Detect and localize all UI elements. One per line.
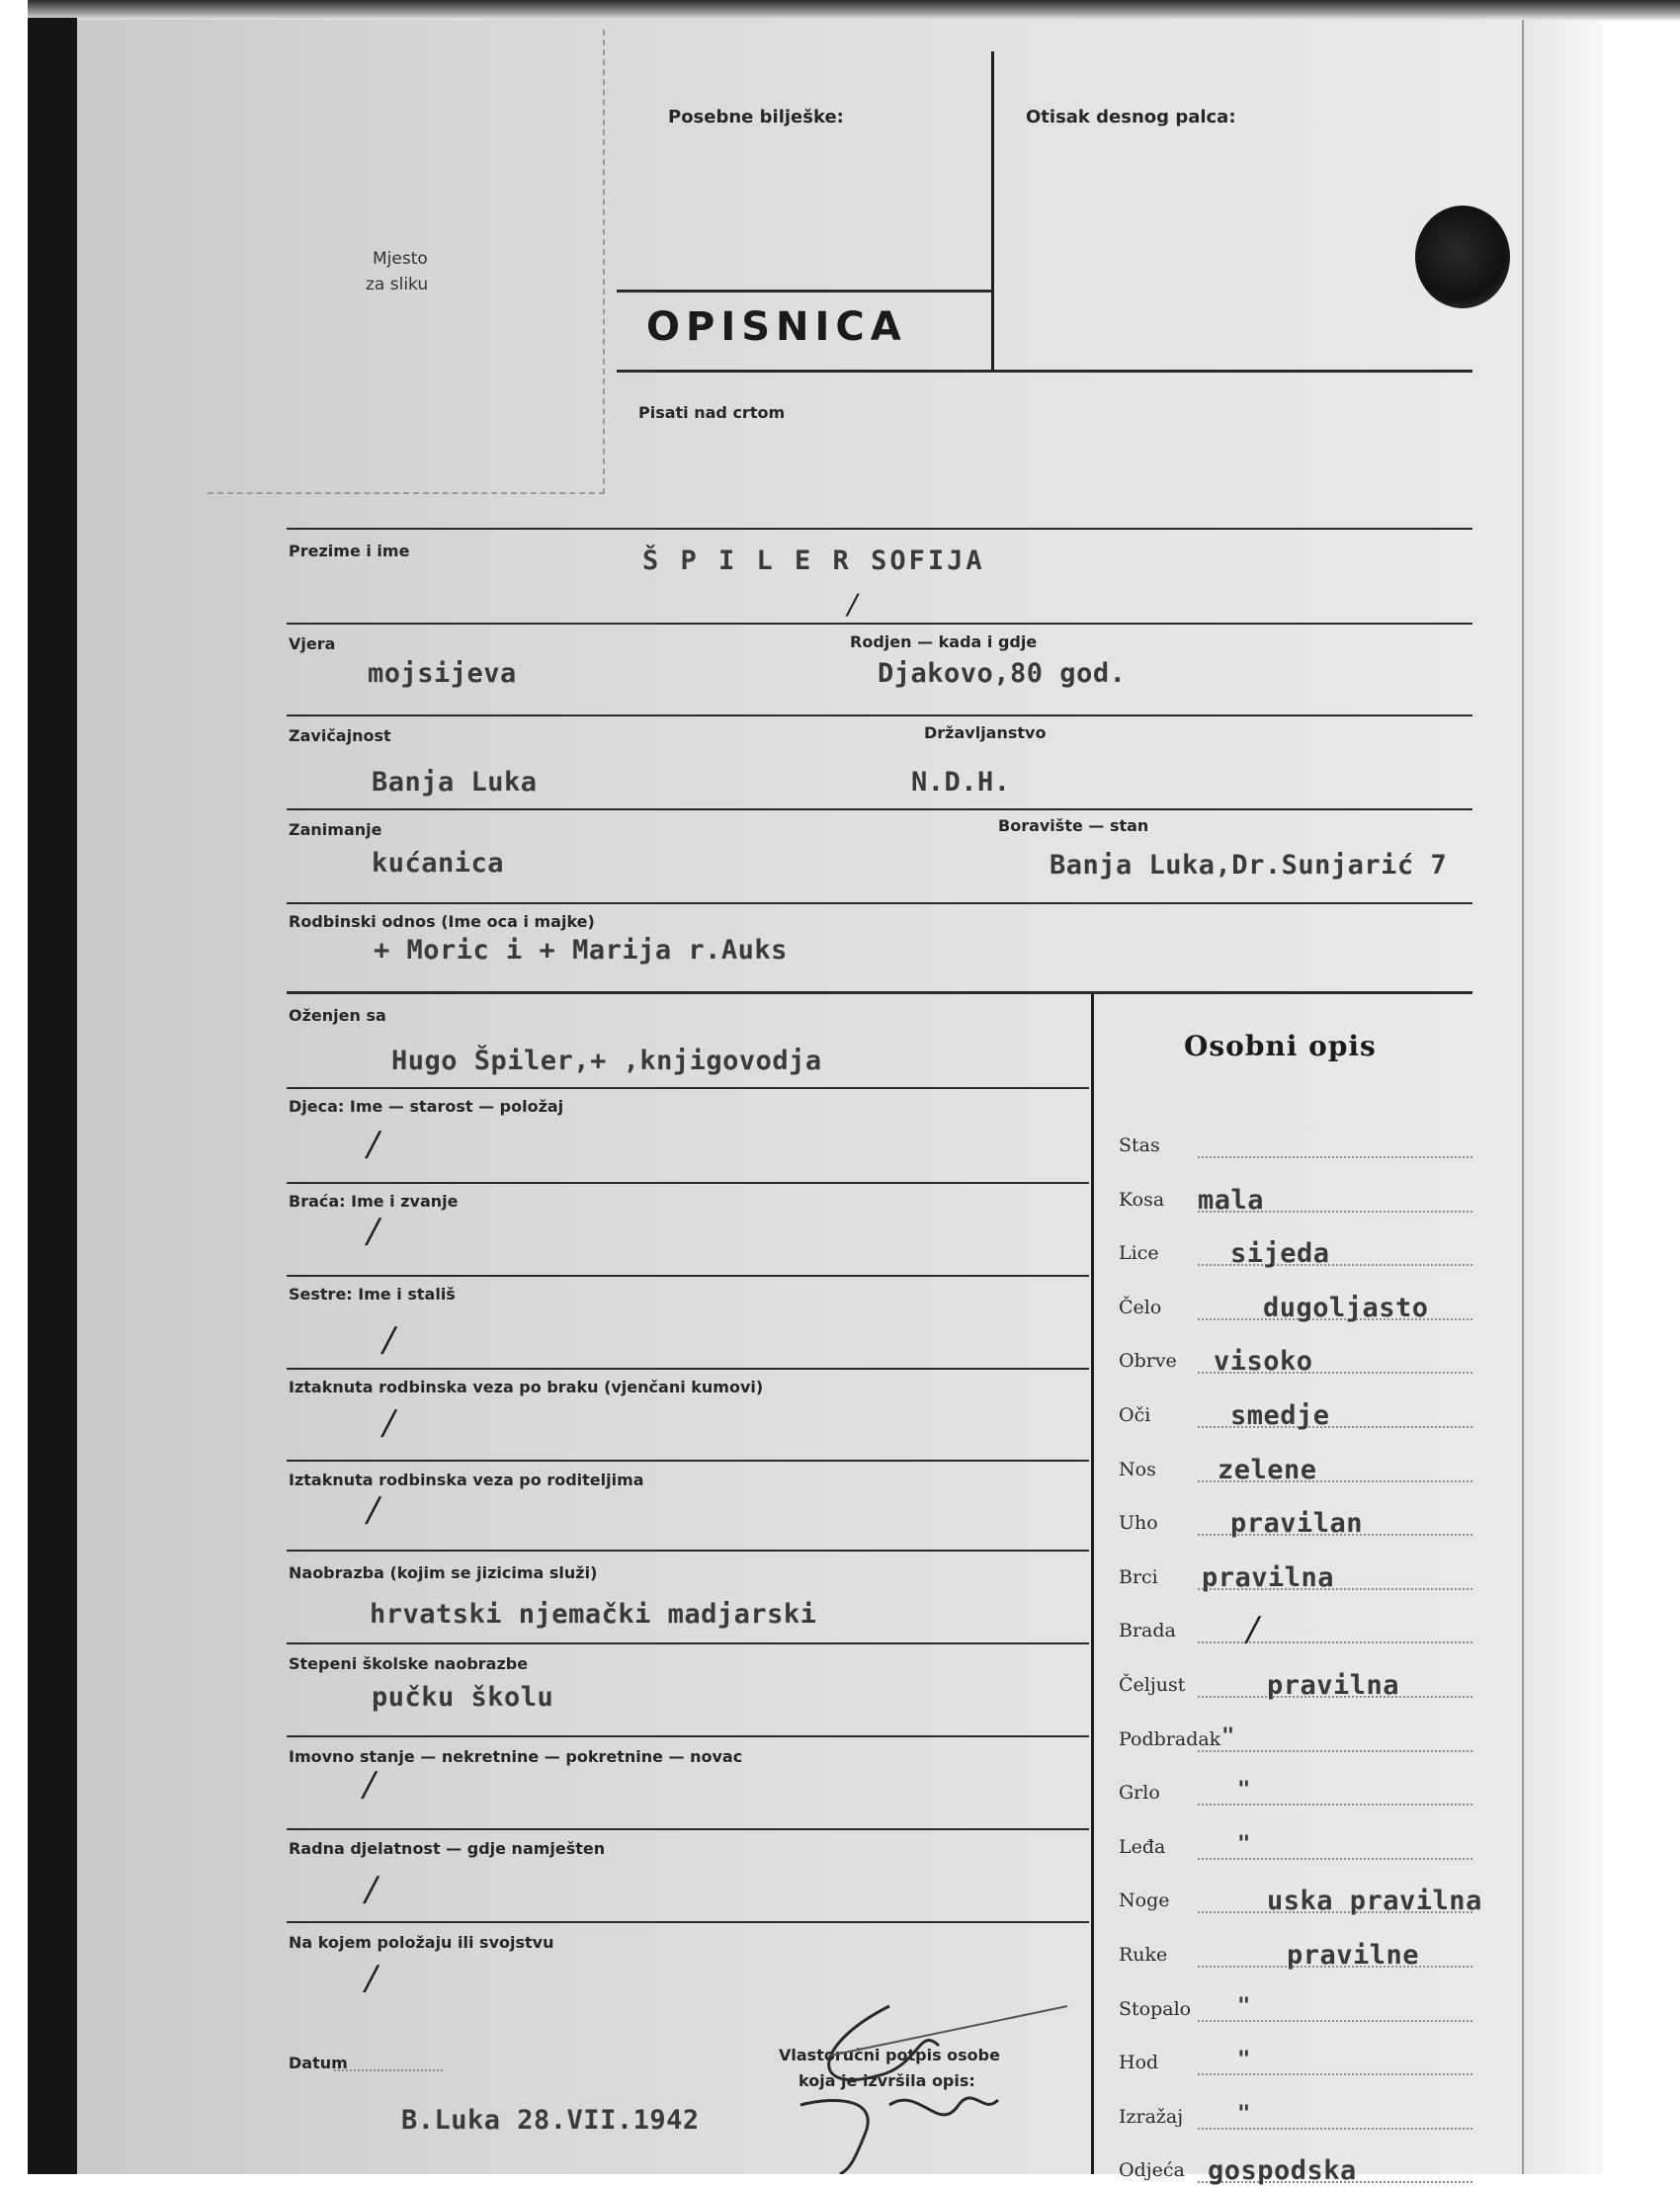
description-value: / <box>1242 1610 1263 1649</box>
surname-value: Š P I L E R SOFIJA <box>642 546 985 576</box>
born-label: Rodjen — kada i gdje <box>850 632 1038 651</box>
paper-edge <box>1522 20 1603 2174</box>
description-value: gospodska <box>1208 2155 1357 2186</box>
relation-marriage-label: Iztaknuta rodbinska veza po braku (vjenčani kumovi) <box>289 1378 764 1396</box>
sisters-value: / <box>378 1320 399 1360</box>
line-11 <box>287 1550 1089 1552</box>
thumbprint-icon <box>1415 206 1510 308</box>
signature-scribble-icon <box>771 1986 1087 2174</box>
description-value: " <box>1237 1994 1251 2019</box>
date-dots <box>334 2069 443 2071</box>
description-label: Grlo <box>1119 1782 1160 1804</box>
description-value: pravilan <box>1230 1508 1364 1539</box>
line-8 <box>287 1275 1089 1277</box>
description-line <box>1198 2128 1472 2130</box>
religion-value: mojsijeva <box>368 658 517 689</box>
parents-value: + Moric i + Marija r.Auks <box>374 935 788 966</box>
work-value: / <box>361 1870 381 1909</box>
description-label: Izražaj <box>1119 2106 1184 2128</box>
line-7 <box>287 1182 1089 1184</box>
date-label: Datum <box>289 2054 348 2072</box>
work-label: Radna djelatnost — gdje namješten <box>289 1839 606 1858</box>
description-label: Obrve <box>1119 1350 1177 1372</box>
thumbprint-label: Otisak desnog palca: <box>1026 107 1236 127</box>
position-label: Na kojem položaju ili svojstvu <box>289 1933 554 1952</box>
line-4 <box>287 902 1472 904</box>
description-line <box>1198 2073 1472 2075</box>
description-value: " <box>1237 1778 1251 1803</box>
citizenship-label: Državljanstvo <box>924 723 1047 742</box>
brothers-label: Braća: Ime i zvanje <box>289 1192 459 1211</box>
description-line <box>1198 1750 1472 1752</box>
description-label: Noge <box>1119 1890 1170 1911</box>
sisters-label: Sestre: Ime i stališ <box>289 1285 456 1303</box>
relation-parents-label: Iztaknuta rodbinska veza po roditeljima <box>289 1471 644 1489</box>
description-value: pravilna <box>1202 1562 1335 1593</box>
married-value: Hugo Špiler,+ ,knjigovodja <box>391 1046 822 1076</box>
description-label: Leđa <box>1119 1836 1166 1858</box>
scan-shadow-left <box>28 18 77 2174</box>
born-value: Djakovo,80 god. <box>878 658 1127 689</box>
description-label: Lice <box>1119 1242 1159 1264</box>
surname-slash: / <box>844 588 861 621</box>
line-15 <box>287 1921 1089 1923</box>
line-10 <box>287 1460 1089 1462</box>
special-notes-label: Posebne bilješke: <box>668 107 844 127</box>
surname-label: Prezime i ime <box>289 542 410 560</box>
parents-label: Rodbinski odnos (Ime oca i majke) <box>289 912 595 931</box>
description-label: Čelo <box>1119 1297 1162 1318</box>
relation-marriage-value: / <box>378 1403 399 1443</box>
occupation-value: kućanica <box>372 848 505 879</box>
line-3 <box>287 808 1472 810</box>
header-divider <box>991 51 994 370</box>
description-label: Stopalo <box>1119 1998 1192 2020</box>
property-label: Imovno stanje — nekretnine — pokretnine — novac <box>289 1747 743 1766</box>
line-5 <box>287 991 1472 994</box>
position-value: / <box>361 1959 381 1998</box>
description-label: Uho <box>1119 1512 1158 1534</box>
line-13 <box>287 1735 1089 1737</box>
signature-label-2: koja je izvršila opis: <box>798 2071 975 2090</box>
brothers-value: / <box>363 1212 383 1251</box>
description-value: smedje <box>1230 1400 1330 1431</box>
scan-shadow-top <box>28 0 1680 22</box>
description-line <box>1198 2020 1472 2022</box>
description-label: Stas <box>1119 1135 1160 1156</box>
description-value: zelene <box>1218 1455 1317 1485</box>
signature-label-1: Vlastoručni potpis osobe <box>779 2046 1000 2064</box>
description-line <box>1198 1804 1472 1806</box>
residence-value: Banja Luka,Dr.Sunjarić 7 <box>1050 850 1448 881</box>
description-line <box>1198 1858 1472 1860</box>
description-value: mala <box>1198 1185 1265 1216</box>
write-above-line-label: Pisati nad crtom <box>638 403 786 422</box>
citizenship-value: N.D.H. <box>911 767 1011 798</box>
domicile-label: Zavičajnost <box>289 726 391 745</box>
description-value: dugoljasto <box>1263 1293 1429 1323</box>
education-lang-label: Naobrazba (kojim se jizicima služi) <box>289 1563 598 1582</box>
description-value: pravilna <box>1267 1670 1400 1701</box>
education-lang-value: hrvatski njemački madjarski <box>370 1599 817 1630</box>
religion-label: Vjera <box>289 634 336 653</box>
photo-label-2: za sliku <box>366 275 429 294</box>
domicile-value: Banja Luka <box>372 767 538 798</box>
line-2 <box>287 715 1472 716</box>
description-line <box>1198 1156 1472 1158</box>
title-top-line <box>617 290 992 293</box>
photo-label-1: Mjesto <box>373 249 428 269</box>
description-label: Oči <box>1119 1404 1151 1426</box>
children-value: / <box>363 1125 383 1164</box>
line-6 <box>287 1087 1089 1089</box>
description-label: Odjeća <box>1119 2159 1185 2181</box>
description-value: sijeda <box>1230 1238 1330 1269</box>
title-bottom-line <box>617 370 1472 373</box>
description-label: Nos <box>1119 1459 1156 1480</box>
married-label: Oženjen sa <box>289 1006 386 1025</box>
description-label: Ruke <box>1119 1944 1168 1966</box>
description-label: Kosa <box>1119 1189 1165 1211</box>
occupation-label: Zanimanje <box>289 820 382 839</box>
description-divider <box>1091 994 1094 2174</box>
description-label: Brci <box>1119 1566 1158 1588</box>
line-1 <box>287 623 1472 625</box>
description-value: " <box>1237 1832 1251 1857</box>
property-value: / <box>359 1765 379 1805</box>
line-9 <box>287 1368 1089 1370</box>
line-14 <box>287 1828 1089 1830</box>
description-label: Podbradak <box>1119 1728 1221 1750</box>
description-value: " <box>1221 1724 1235 1749</box>
description-value: " <box>1237 2048 1251 2072</box>
description-label: Hod <box>1119 2052 1159 2073</box>
relation-parents-value: / <box>363 1490 383 1530</box>
description-value: pravilne <box>1287 1940 1420 1971</box>
description-label: Brada <box>1119 1620 1176 1641</box>
school-value: pučku školu <box>372 1682 554 1713</box>
children-label: Djeca: Ime — starost — položaj <box>289 1097 564 1116</box>
description-label: Čeljust <box>1119 1674 1186 1696</box>
residence-label: Boravište — stan <box>998 816 1149 835</box>
line-12 <box>287 1642 1089 1644</box>
school-label: Stepeni školske naobrazbe <box>289 1654 529 1673</box>
description-value: " <box>1237 2102 1251 2127</box>
description-value: visoko <box>1214 1346 1313 1377</box>
description-line <box>1198 1641 1472 1643</box>
form-title: OPISNICA <box>646 304 907 350</box>
line-top <box>287 528 1472 530</box>
description-title: Osobni opis <box>1184 1030 1377 1062</box>
date-value: B.Luka 28.VII.1942 <box>401 2105 700 2136</box>
description-value: uska pravilna <box>1267 1886 1482 1916</box>
